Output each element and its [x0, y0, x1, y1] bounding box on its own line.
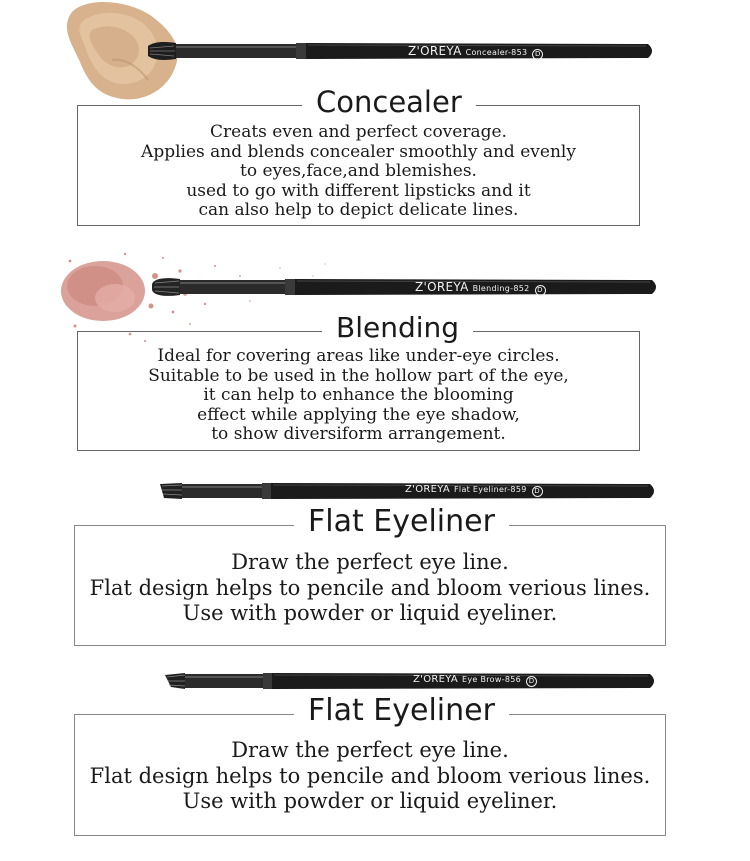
- description-line: Use with powder or liquid eyeliner.: [182, 789, 558, 813]
- description-line: Creats even and perfect coverage.: [210, 122, 507, 142]
- description-line: Ideal for covering areas like under-eye circles.: [157, 346, 560, 366]
- product-description: [77, 123, 640, 221]
- description-line: to eyes,face,and blemishes.: [240, 161, 477, 182]
- flat-eyeliner-brush-image: [160, 480, 660, 502]
- product-section-eye-brow: [0, 656, 750, 846]
- description-line: Draw the perfect eye line.: [231, 550, 509, 574]
- eye-brow-brush-image: [165, 670, 660, 692]
- product-section-blending: [0, 238, 750, 456]
- product-description: [40, 738, 700, 815]
- product-section-flat-eyeliner: [0, 462, 750, 652]
- description-line: Applies and blends concealer smoothly and evenly: [141, 141, 576, 162]
- product-title: Concealer: [302, 85, 476, 119]
- description-line: Flat design helps to pencile and bloom verious lines.: [89, 575, 651, 600]
- description-line: Suitable to be used in the hollow part of the eye,: [148, 365, 569, 386]
- description-line: can also help to depict delicate lines.: [198, 200, 519, 221]
- blending-brush-image: [152, 276, 662, 298]
- product-title: Flat Eyeliner: [294, 693, 509, 728]
- product-title: Flat Eyeliner: [294, 504, 509, 539]
- description-line: effect while applying the eye shadow,: [197, 404, 520, 425]
- description-line: Flat design helps to pencile and bloom verious lines.: [89, 763, 651, 788]
- brush-brand-label: Z'OREYA Concealer-853 D: [408, 44, 543, 60]
- description-line: used to go with different lipsticks and it: [186, 180, 531, 201]
- brush-brand-label: Z'OREYA Eye Brow-856 D: [413, 674, 537, 687]
- brush-brand-label: Z'OREYA Flat Eyeliner-859 D: [405, 484, 543, 497]
- product-description: [40, 550, 700, 627]
- description-line: to show diversiform arrangement.: [211, 424, 506, 445]
- product-section-concealer: [0, 0, 750, 235]
- concealer-brush-image: [148, 40, 658, 62]
- description-line: it can help to enhance the blooming: [203, 385, 514, 406]
- product-description: [77, 347, 640, 445]
- brush-brand-label: Z'OREYA Blending-852 D: [415, 280, 546, 296]
- description-line: Draw the perfect eye line.: [231, 738, 509, 762]
- description-line: Use with powder or liquid eyeliner.: [182, 601, 558, 625]
- product-title: Blending: [322, 311, 473, 344]
